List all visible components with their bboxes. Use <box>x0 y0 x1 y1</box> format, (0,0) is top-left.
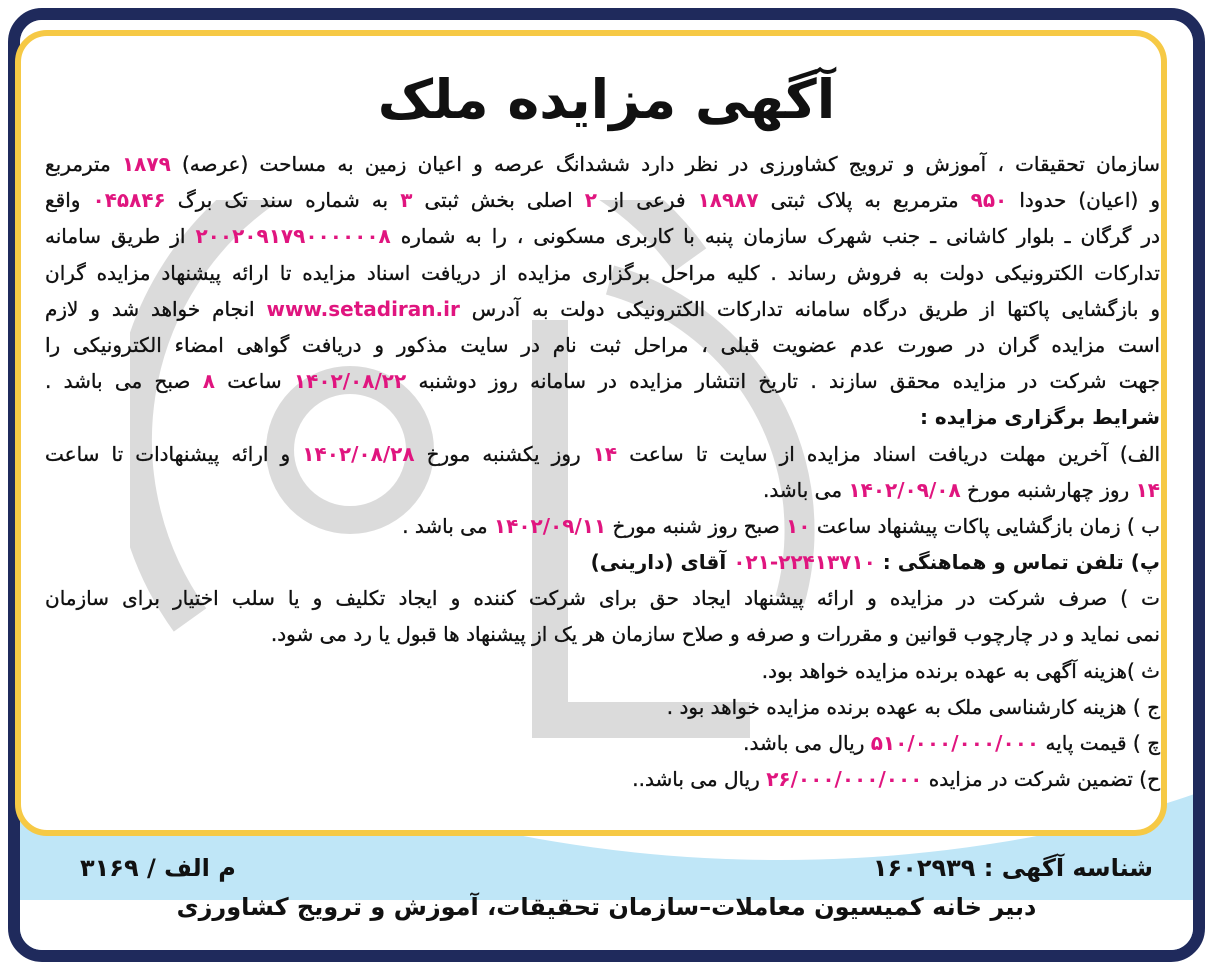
highlighted-value: ۱۰ <box>786 513 811 538</box>
text-segment: مترمربع <box>45 152 122 176</box>
text-line <box>45 399 1160 435</box>
text-segment: روز چهارشنبه مورخ <box>960 477 1136 502</box>
highlighted-value: ۱۴ <box>1135 477 1160 502</box>
text-line <box>45 472 1160 508</box>
text-segment: است مزایده گران در صورت عدم عضویت قبلی ، مراحل ثبت نام در سایت مذکور و دریافت گواهی امضاء الکترونیکی را <box>45 332 1160 357</box>
page-title: آگهی مزایده ملک <box>377 68 836 131</box>
text-line <box>45 255 1160 291</box>
text-line <box>45 182 1160 218</box>
text-segment: به شماره سند تک برگ <box>165 188 401 213</box>
text-segment: ت ) صرف شرکت در مزایده و ارائه پیشنهاد ایجاد حق برای شرکت کننده و ایجاد تکلیف و یا سلب اختیار برای سازمان <box>45 586 1160 611</box>
text-segment: از طریق سامانه <box>45 224 196 249</box>
text-line <box>45 436 1160 472</box>
text-segment: فرعی از <box>596 188 698 213</box>
text-segment: انجام خواهد شد و لازم <box>45 296 267 321</box>
text-segment: نمی نماید و در چارچوب قوانین و مقررات و صرفه و صلاح سازمان هر یک از پیشنهاد ها قبول یا رد می شود. <box>270 622 1160 647</box>
highlighted-value: ۵۱۰/۰۰۰/۰۰۰/۰۰۰ <box>870 731 1040 755</box>
highlighted-value: ۹۵۰ <box>970 188 1008 213</box>
ad-id: شناسه آگهی : ۱۶۰۲۹۳۹ <box>872 854 1153 882</box>
text-segment: می باشد . <box>402 513 494 538</box>
text-segment: الف) آخرین مهلت دریافت اسناد مزایده از سایت تا ساعت <box>617 441 1161 466</box>
text-line <box>45 653 1160 689</box>
text-segment: روز یکشنبه مورخ <box>414 441 593 466</box>
text-segment: سازمان تحقیقات ، آموزش و ترویج کشاورزی در نظر دارد ششدانگ عرصه و اعیان زمین به مساحت (عرصه) <box>170 152 1160 176</box>
text-line <box>45 616 1160 652</box>
ad-reference: م الف / ۳۱۶۹ <box>80 854 236 882</box>
text-segment: صبح می باشد . <box>45 369 203 394</box>
text-segment: می باشد. <box>763 477 849 502</box>
text-line <box>45 761 1160 797</box>
text-line <box>45 327 1160 363</box>
highlighted-value: ۱۴۰۲/۰۹/۰۸ <box>848 477 961 502</box>
text-segment: ث )هزینه آگهی به عهده برنده مزایده خواهد بود. <box>761 658 1160 683</box>
text-line <box>45 689 1160 725</box>
highlighted-value: ۱۴ <box>592 441 618 466</box>
text-line <box>45 146 1160 182</box>
highlighted-value: ۱۸۷۹ <box>121 152 171 176</box>
highlighted-value: ۲ <box>584 188 597 213</box>
highlighted-value: ۲۶/۰۰۰/۰۰۰/۰۰۰ <box>766 767 923 792</box>
text-segment: ح) تضمین شرکت در مزایده <box>922 767 1160 792</box>
text-line <box>45 580 1160 616</box>
text-segment: صبح روز شنبه مورخ <box>606 513 787 538</box>
website-link[interactable]: www.setadiran.ir <box>266 296 460 321</box>
highlighted-value: ۸ <box>202 369 215 394</box>
highlighted-value: ۳ <box>400 188 413 213</box>
text-segment: ب ) زمان بازگشایی پاکات پیشنهاد ساعت <box>810 513 1160 538</box>
text-line <box>45 544 1160 580</box>
highlighted-value: ۱۴۰۲/۰۹/۱۱ <box>493 513 607 538</box>
ad-body <box>45 146 1160 797</box>
text-line <box>45 725 1160 761</box>
text-segment: ج ) هزینه کارشناسی ملک به عهده برنده مزایده خواهد بود . <box>666 694 1160 719</box>
signature: دبیر خانه کمیسیون معاملات–سازمان تحقیقات، آموزش و ترویج کشاورزی <box>176 893 1037 921</box>
text-segment: در گرگان ـ بلوار کاشانی ـ جنب شهرک سازمان پنبه با کاربری مسکونی ، را به شماره <box>390 224 1160 249</box>
text-line <box>45 291 1160 327</box>
text-segment: ریال می باشد. <box>743 731 871 755</box>
text-segment: ساعت <box>214 369 294 394</box>
text-segment: جهت شرکت در مزایده محقق سازند . تاریخ انتشار مزایده در سامانه روز دوشنبه <box>406 369 1161 394</box>
text-segment: تدارکات الکترونیکی دولت به فروش رساند . کلیه مراحل برگزاری مزایده از دریافت اسناد مزایده تا ارائه پیشنهاد مزایده گران <box>45 260 1160 285</box>
highlighted-value: ۱۴۰۲/۰۸/۲۸ <box>302 441 415 466</box>
text-segment: و بازگشایی پاکتها از طریق درگاه سامانه تدارکات الکترونیکی دولت به آدرس <box>459 296 1160 321</box>
text-segment: اصلی بخش ثبتی <box>412 188 585 213</box>
highlighted-value: ۱۸۹۸۷ <box>697 188 759 213</box>
text-line <box>45 218 1160 254</box>
text-segment: پ) تلفن تماس و هماهنگی : <box>875 550 1160 575</box>
text-line <box>45 508 1160 544</box>
text-segment: مترمربع به پلاک ثبتی <box>758 188 971 213</box>
text-segment: واقع <box>45 188 93 213</box>
text-segment: و (اعیان) حدودا <box>1007 188 1160 213</box>
text-segment: و ارائه پیشنهادات تا ساعت <box>45 441 303 466</box>
highlighted-value: ۰۴۵۸۴۶ <box>92 188 166 213</box>
highlighted-value: ۲۰۰۲۰۹۱۷۹۰۰۰۰۰۰۸ <box>195 224 391 249</box>
text-segment: ریال می باشد.. <box>632 767 767 792</box>
text-segment: چ ) قیمت پایه <box>1039 731 1160 755</box>
text-segment: آقای (دارینی) <box>590 550 734 575</box>
text-line <box>45 363 1160 399</box>
highlighted-value: ۱۴۰۲/۰۸/۲۲ <box>293 369 407 394</box>
text-segment: شرایط برگزاری مزایده : <box>919 405 1160 430</box>
highlighted-value: ۰۲۱-۲۲۴۱۳۷۱۰ <box>733 550 876 575</box>
